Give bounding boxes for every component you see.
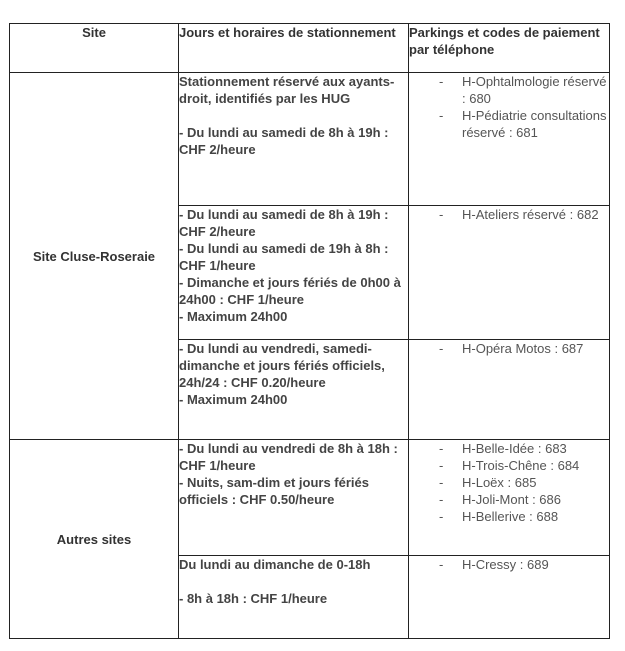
- parkings-cell: [409, 556, 610, 639]
- header-parkings: Parkings et codes de paiement par téléphone: [409, 24, 610, 73]
- list-item: [409, 340, 609, 357]
- dash-bullet-icon: -: [439, 557, 444, 572]
- jours-line: Stationnement réservé aux ayants-droit, identifiés par les HUG: [179, 74, 395, 106]
- dash-bullet-icon: -: [439, 207, 444, 222]
- dash-bullet-icon: -: [439, 108, 444, 123]
- parking-code: H-Belle-Idée : 683: [462, 441, 567, 456]
- parking-code: H-Joli-Mont : 686: [462, 492, 561, 507]
- jours-line: - Nuits, sam-dim et jours fériés officiels : CHF 0.50/heure: [179, 475, 369, 507]
- jours-line: Du lundi au dimanche de 0-18h: [179, 557, 371, 572]
- list-item: [409, 107, 609, 141]
- dash-bullet-icon: -: [439, 509, 444, 524]
- site-autres: Autres sites: [10, 440, 179, 639]
- parking-list: [409, 440, 609, 525]
- jours-line: - Maximum 24h00: [179, 309, 288, 324]
- parking-code: H-Trois-Chêne : 684: [462, 458, 580, 473]
- parkings-cell: [409, 73, 610, 206]
- site-cluse-roseraie: Site Cluse-Roseraie: [10, 73, 179, 440]
- list-item: [409, 73, 609, 107]
- parking-code: H-Bellerive : 688: [462, 509, 559, 524]
- header-site: Site: [10, 24, 179, 73]
- parkings-cell: [409, 440, 610, 556]
- list-item: [409, 491, 609, 508]
- jours-line: - Du lundi au samedi de 19h à 8h : CHF 1/heure: [179, 241, 389, 273]
- parking-list: [409, 340, 609, 357]
- parking-code: H-Loëx : 685: [462, 475, 537, 490]
- parkings-cell: [409, 206, 610, 340]
- header-row: [10, 24, 610, 73]
- dash-bullet-icon: -: [439, 441, 444, 456]
- header-jours: Jours et horaires de stationnement: [179, 24, 409, 73]
- table-row: [10, 73, 610, 206]
- jours-cell: [179, 206, 409, 340]
- list-item: [409, 440, 609, 457]
- jours-cell: [179, 340, 409, 440]
- parking-code: H-Ateliers réservé : 682: [462, 207, 599, 222]
- parking-list: [409, 556, 609, 573]
- parking-table: [9, 23, 610, 639]
- parking-code: H-Opéra Motos : 687: [462, 341, 584, 356]
- jours-cell: [179, 556, 409, 639]
- parkings-cell: [409, 340, 610, 440]
- jours-line: - Du lundi au vendredi, samedi-dimanche et jours fériés officiels, 24h/24 : CHF 0.20/heure: [179, 341, 385, 390]
- jours-line: [179, 573, 408, 590]
- list-item: [409, 457, 609, 474]
- parking-code: H-Ophtalmologie réservé : 680: [462, 74, 607, 106]
- table-row: [10, 440, 610, 556]
- parking-code: H-Pédiatrie consultations réservé : 681: [462, 108, 607, 140]
- list-item: [409, 206, 609, 223]
- dash-bullet-icon: -: [439, 74, 444, 89]
- list-item: [409, 556, 609, 573]
- dash-bullet-icon: -: [439, 458, 444, 473]
- jours-line: - Du lundi au samedi de 8h à 19h : CHF 2/heure: [179, 125, 389, 157]
- parking-code: H-Cressy : 689: [462, 557, 549, 572]
- list-item: [409, 508, 609, 525]
- jours-cell: [179, 440, 409, 556]
- jours-line: - Dimanche et jours fériés de 0h00 à 24h00 : CHF 1/heure: [179, 275, 401, 307]
- jours-line: - 8h à 18h : CHF 1/heure: [179, 591, 328, 606]
- parking-list: [409, 73, 609, 141]
- jours-line: - Du lundi au vendredi de 8h à 18h : CHF 1/heure: [179, 441, 398, 473]
- dash-bullet-icon: -: [439, 475, 444, 490]
- list-item: [409, 474, 609, 491]
- jours-line: [179, 107, 408, 124]
- jours-line: - Maximum 24h00: [179, 392, 288, 407]
- jours-line: - Du lundi au samedi de 8h à 19h : CHF 2/heure: [179, 207, 389, 239]
- dash-bullet-icon: -: [439, 492, 444, 507]
- dash-bullet-icon: -: [439, 341, 444, 356]
- jours-cell: [179, 73, 409, 206]
- parking-list: [409, 206, 609, 223]
